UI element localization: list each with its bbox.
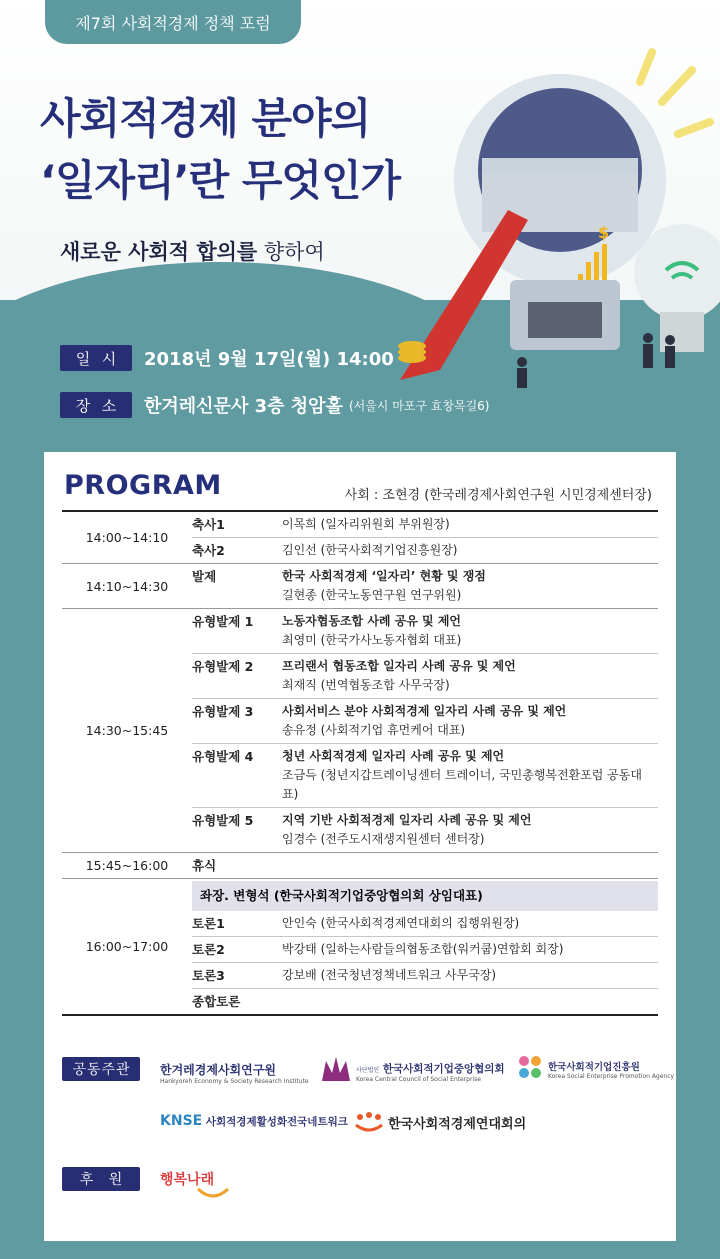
row-speaker: 조금득 (청년지갑트레이닝센터 트레이너, 국민총행복전환포럼 공동대표) [282,768,642,801]
time-cell: 15:45~16:00 [85,858,169,873]
forum-tab: 제7회 사회적경제 정책 포럼 [45,0,301,44]
solidarity-emblem-icon [354,1111,384,1133]
row-label: 토론3 [192,968,225,983]
row-label: 토론1 [192,916,225,931]
row-label: 휴식 [192,858,217,873]
svg-text:$: $ [598,223,610,242]
time-cell: 14:10~14:30 [85,578,169,594]
date-badge-char: 시 [101,349,117,368]
row-speaker: 길현종 (한국노동연구원 연구위원) [282,588,462,602]
kosea-en: Korea Social Enterprise Promotion Agency [548,1073,675,1080]
table-row [192,654,658,699]
place-address: (서울시 마포구 효창목길6) [348,398,490,413]
badge-char: 원 [108,1172,123,1188]
program-group [62,853,658,879]
table-row [192,699,658,744]
table-row [192,744,658,808]
row-title: 한국 사회적경제 ‘일자리’ 현황 및 쟁점 [282,569,486,583]
row-label: 토론2 [192,942,225,957]
row-label: 발제 [192,569,217,584]
program-group [62,609,658,853]
badge-char: 후 [79,1172,94,1188]
council-prefix: 사단법인 [356,1067,380,1074]
hankyoreh-logo [160,1061,309,1085]
time-cell: 14:30~15:45 [85,723,169,738]
place-badge-char: 장 [75,396,91,415]
date-badge [60,345,132,371]
row-label: 종합토론 [192,994,241,1009]
row-label: 유형발제 1 [192,614,254,629]
table-row [192,963,658,989]
sponsor-smile-icon [196,1187,230,1201]
place-value: 한겨레신문사 3층 청암홀 [144,396,343,417]
light-rays-icon [640,52,710,134]
table-row [192,989,658,1014]
program-title: PROGRAM [64,470,222,501]
row-label: 축사1 [192,517,225,532]
row-text: 이목희 (일자리위원회 부위원장) [282,517,450,531]
table-row [192,808,658,852]
knse-logo [160,1113,348,1129]
kosea-logo [548,1059,674,1080]
row-label: 축사2 [192,543,225,558]
lightbulb-illustration [360,40,720,400]
row-speaker: 송유정 (사회적기업 휴먼케어 대표) [282,723,466,737]
table-row [192,609,658,654]
table-row [192,512,658,538]
row-label: 유형발제 4 [192,749,254,764]
council-en: Korea Central Council of Social Enterprise [356,1076,481,1083]
time-cell: 16:00~17:00 [85,939,169,954]
row-text: 김인선 (한국사회적기업진흥원장) [282,543,458,557]
table-row [192,853,658,878]
row-text: 강보배 (전국청년정책네트워크 사무국장) [282,968,497,982]
knse-mark: KNSE [160,1113,203,1129]
row-speaker: 최재직 (번역협동조합 사무국장) [282,678,450,692]
kosea-name: 한국사회적기업진흥원 [548,1062,640,1073]
row-label: 유형발제 2 [192,659,254,674]
knse-name: 사회적경제활성화전국네트워크 [205,1116,348,1128]
badge-char: 주 [101,1062,116,1078]
place-row [60,392,490,418]
subtitle [60,236,325,266]
table-row [192,564,658,608]
organizers-badge [62,1057,140,1081]
council-name: 한국사회적기업중앙협의회 [382,1063,505,1075]
sponsor-badge [62,1167,140,1191]
badge-char: 동 [86,1062,101,1078]
badge-char: 공 [72,1062,87,1078]
program-card [44,452,676,1241]
hankyoreh-en: Hankyoreh Economy & Society Research Institute [160,1078,309,1085]
row-speaker: 최영미 (한국가사노동자협회 대표) [282,633,462,647]
subtitle-rest: 향하여 [257,240,325,264]
place-badge-char: 소 [101,396,117,415]
table-row [192,538,658,563]
row-title: 노동자협동조합 사례 공유 및 제언 [282,614,462,628]
row-title: 지역 기반 사회적경제 일자리 사례 공유 및 제언 [282,813,532,827]
date-row [60,345,394,371]
table-row [192,911,658,937]
solidarity-logo: 한국사회적경제연대회의 [388,1117,527,1132]
council-logo [356,1061,505,1083]
title-line-2: ‘일자리’란 무엇인가 [40,156,401,205]
sponsor-logo: 행복나래 [160,1172,215,1188]
row-text: 안인숙 (한국사회적경제연대회의 집행위원장) [282,916,520,930]
badge-char: 관 [115,1062,130,1078]
table-row [192,937,658,963]
program-group [62,512,658,564]
row-text: 박강태 (일하는사람들의협동조합(워커쿱)연합회 회장) [282,942,564,956]
kosea-emblem-icon [514,1051,546,1083]
program-host: 사회 : 조현경 (한국레경제사회연구원 시민경제센터장) [344,488,652,503]
row-speaker: 임경수 (전주도시재생지원센터 센터장) [282,832,485,846]
row-label: 유형발제 3 [192,704,254,719]
program-group [62,564,658,609]
row-title: 프리랜서 협동조합 일자리 사례 공유 및 제언 [282,659,516,673]
subtitle-bold: 새로운 사회적 합의를 [60,240,258,264]
program-table [62,510,658,1016]
row-title: 사회서비스 분야 사회적경제 일자리 사례 공유 및 제언 [282,704,567,718]
date-badge-char: 일 [75,349,91,368]
program-group [62,879,658,1014]
coins-icon [398,341,426,363]
hankyoreh-name: 한겨레경제사회연구원 [160,1063,276,1077]
council-emblem-icon [318,1055,354,1085]
place-badge [60,392,132,418]
row-label: 유형발제 5 [192,813,254,828]
date-value: 2018년 9월 17일(월) 14:00 [144,349,394,370]
time-cell: 14:00~14:10 [85,530,169,545]
title-line-1: 사회적경제 분야의 [40,94,371,143]
chair-row: 좌장. 변형석 (한국사회적기업중앙협의회 상임대표) [192,881,658,911]
row-title: 청년 사회적경제 일자리 사례 공유 및 제언 [282,749,505,763]
